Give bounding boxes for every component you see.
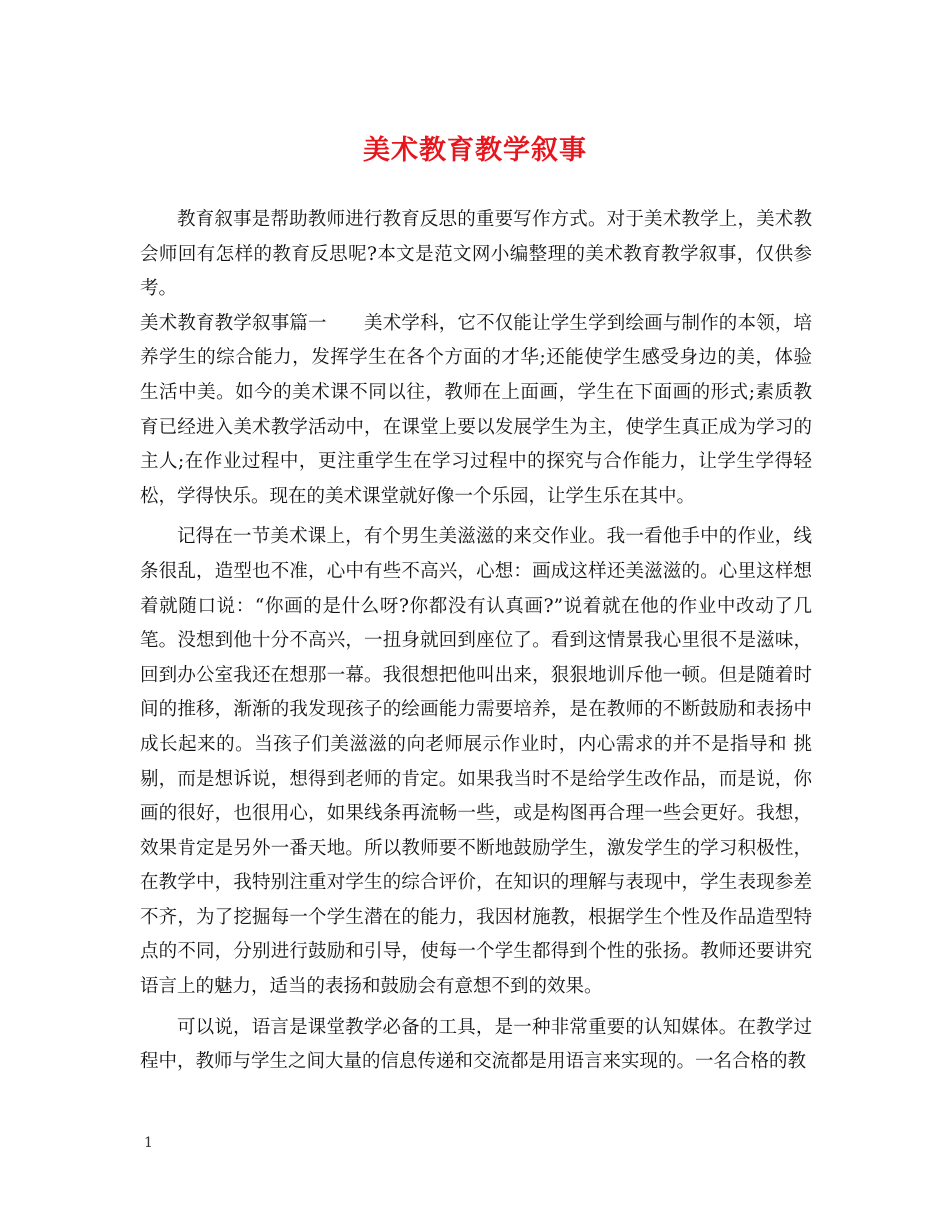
paragraph-story: 记得在一节美术课上，有个男生美滋滋的来交作业。我一看他手中的作业，线条很乱，造型也不准，心中有些不高兴，心想：画成这样还美滋滋的。心里这样想着就随口说：“你画的是什么呀?你都没有认真画?”说着就在他的作业中改动了几笔。没想到他十分不高兴，一扭身就回到座位了。看到这情景我心里很不是滋味，回到办公室我还在想那一幕。我很想把他叫出来，狠狠地训斥他一顿。但是随着时间的推移，渐渐的我发现孩子的绘画能力需要培养，是在教师的不断鼓励和表扬中成长起来的。当孩子们美滋滋的向老师展示作业时，内心需求的并不是指导和 挑剔，而是想诉说，想得到老师的肯定。如果我当时不是给学生改作品，而是说，你画的很好，也很用心，如果线条再流畅一些，或是构图再合理一些会更好。我想，效果肯定是另外一番天地。所以教师要不断地鼓励学生，激发学生的学习积极性，在教学中，我特别注重对学生的综合评价，在知识的理解与表现中，学生表现参差不齐，为了挖掘每一个学生潜在的能力，我因材施教，根据学生个性及作品造型特点的不同，分别进行鼓励和引导，使每一个学生都得到个性的张扬。教师还要讲究语言上的魅力，适当的表扬和鼓励会有意想不到的效果。: [140, 526, 812, 998]
paragraph-intro: 教育叙事是帮助教师进行教育反思的重要写作方式。对于美术教学上，美术教会师回有怎样的教育反思呢?本文是范文网小编整理的美术教育教学叙事，仅供参考。: [140, 209, 812, 300]
paragraph-language: 可以说，语言是课堂教学必备的工具，是一种非常重要的认知媒体。在教学过程中，教师与学生之间大量的信息传递和交流都是用语言来实现的。一名合格的教: [140, 1016, 812, 1073]
page-number: 1: [144, 1135, 153, 1151]
paragraph-section-one: 美术教育教学叙事篇一 美术学科，它不仅能让学生学到绘画与制作的本领，培养学生的综合能力，发挥学生在各个方面的才华;还能使学生感受身边的美，体验生活中美。如今的美术课不同以往，教师在上面画，学生在下面画的形式;素质教育已经进入美术教学活动中，在课堂上要以发展学生为主，使学生真正成为学习的主人;在作业过程中，更注重学生在学习过程中的探究与合作能力，让学生学得轻松，学得快乐。现在的美术课堂就好像一个乐园，让学生乐在其中。: [140, 312, 812, 507]
document-title: 美术教育教学叙事: [363, 135, 587, 166]
document-body: [140, 203, 812, 1080]
